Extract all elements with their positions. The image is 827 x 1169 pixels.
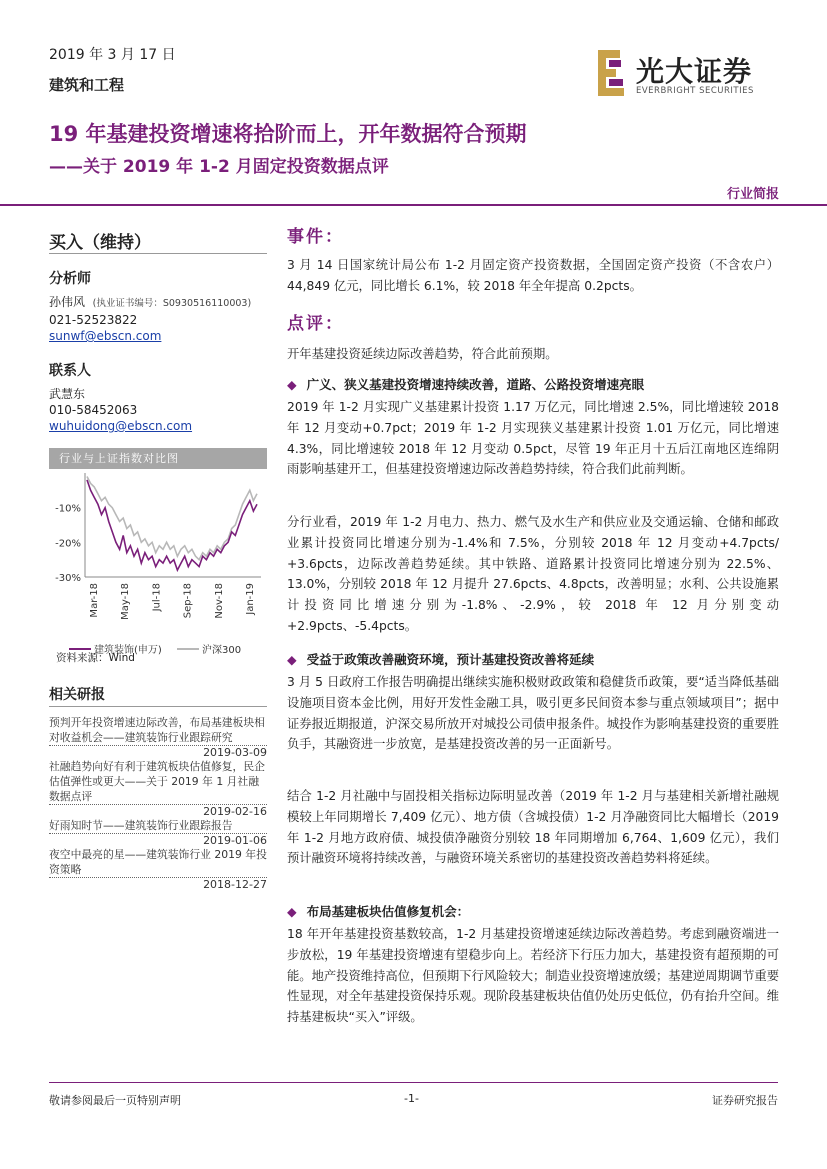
event-text: 3 月 14 日国家统计局公布 1-2 月固定资产投资数据，全国固定资产投资（不含农户）44,849 亿元，同比增长 6.1%，较 2018 年全年提高 0.2pcts。: [287, 258, 779, 293]
list-item[interactable]: [49, 818, 267, 847]
x-tick-label: Mar-18: [89, 583, 100, 618]
series-line: [87, 480, 257, 570]
x-tick-label: Jan-19: [245, 583, 256, 615]
header-divider: [0, 204, 827, 206]
contact-name: 武慧东: [49, 387, 86, 401]
divider: [49, 253, 267, 254]
x-tick-label: May-18: [120, 583, 132, 620]
footer-disclaimer: 敬请参阅最后一页特别声明: [49, 1094, 181, 1107]
comparison-chart: [49, 448, 267, 662]
divider: [49, 706, 267, 707]
comment-intro: 开年基建投资延续边际改善趋势，符合此前预期。: [287, 347, 558, 361]
chart-plot: [49, 469, 267, 665]
event-heading: 事件：: [287, 227, 344, 247]
research-date: 2018-12-27: [203, 878, 267, 891]
legend-label: 沪深300: [202, 645, 242, 656]
series-line: [87, 477, 257, 560]
diamond-icon: ◆: [287, 377, 297, 392]
research-list: [49, 715, 267, 891]
chart-title: 行业与上证指数对比图: [49, 448, 267, 469]
list-item[interactable]: [49, 715, 267, 759]
legend-label: 建筑装饰(申万): [94, 645, 162, 656]
bullet-text: 广义、狭义基建投资增速持续改善，道路、公路投资增速亮眼: [306, 377, 645, 392]
contact-phone: 010-58452063: [49, 403, 138, 417]
paragraph-4: 结合 1-2 月社融中与固投相关指标边际明显改善（2019 年 1-2 月与基建相关新增社融规模较上年同期增长 7,409 亿元）、地方债（含城投债）1-2 月净融资同比大幅增长（2019 年 1-2 月地方政府债、城投债净融资分别较 18 年同期增加 6,764、1,609 亿元），我们预计融资环境将持续改善，与融资环境关系密切的基建投资改善趋势料将延续。: [287, 789, 779, 866]
footer-report-label: 证券研究报告: [712, 1094, 778, 1107]
paragraph-5: 18 年开年基建投资基数较高，1-2 月基建投资增速延续边际改善趋势。考虑到融资端进一步放松，19 年基建投资增速有望稳步向上。若经济下行压力加大，基建投资有超预期的可能。地产投资维持高位，但预期下行风险较大；制造业投资增速放缓；基建逆周期调节重要性显现，对全年基建投资保持乐观。现阶段基建板块估值仍处历史低位，仍有抬升空间。维持基建板块“买入”评级。: [287, 927, 779, 1025]
analyst-cert: (执业证书编号：S0930516110003): [92, 298, 252, 309]
report-date: 2019 年 3 月 17 日: [49, 47, 176, 63]
page-title: 19 年基建投资增速将拾阶而上，开年数据符合预期: [49, 122, 527, 146]
research-date: 2019-02-16: [203, 805, 267, 818]
research-title[interactable]: 预判开年投资增速边际改善，布局基建板块相对收益机会——建筑装饰行业跟踪研究: [49, 715, 267, 746]
logo-text: 光大证券: [636, 55, 753, 88]
research-date: 2019-01-06: [203, 834, 267, 847]
list-item[interactable]: [49, 847, 267, 891]
analyst-heading: 分析师: [49, 271, 91, 287]
chart-source: 资料来源：Wind: [56, 652, 135, 664]
research-title[interactable]: 好雨知时节——建筑装饰行业跟踪报告: [49, 818, 267, 834]
everbright-logo-icon: [598, 50, 628, 96]
diamond-icon: ◆: [287, 652, 297, 667]
bullet-text: 受益于政策改善融资环境，预计基建投资改善将延续: [306, 652, 595, 667]
x-tick-label: Nov-18: [213, 583, 225, 619]
x-tick-label: Sep-18: [182, 583, 194, 619]
analyst-name: 孙伟风: [49, 295, 86, 309]
diamond-icon: ◆: [287, 904, 297, 919]
analyst-info: [49, 294, 267, 344]
research-heading: 相关研报: [49, 687, 105, 703]
y-tick-label: -30%: [55, 573, 81, 584]
page-number: -1-: [404, 1092, 419, 1105]
paragraph-2: 分行业看，2019 年 1-2 月电力、热力、燃气及水生产和供应业及交通运输、仓储和邮政业累计投资同比增速分别为-1.4%和 7.5%，分别较 2018 年 12 月变动+4.7pcts/ +3.6pcts，边际改善趋势延续。其中铁路、道路累计投资同比增速分别为 22.5%、13.0%，分别较 2018 年 12 月提升 27.6pcts、4.8pcts，改善明显；水利、公共设施累计投资同比增速分别为-1.8%、-2.9%，较 2018 年 12 月分别变动+2.9pcts、-5.4pcts。: [287, 515, 779, 633]
analyst-email-link[interactable]: sunwf@ebscn.com: [49, 329, 162, 343]
research-date: 2019-03-09: [203, 746, 267, 759]
page-subtitle: ——关于 2019 年 1-2 月固定投资数据点评: [49, 157, 389, 177]
comment-heading: 点评：: [287, 314, 344, 334]
paragraph-1: 2019 年 1-2 月实现广义基建累计投资 1.17 万亿元，同比增速 2.5%，同比增速较 2018 年 12 月变动+0.7pct；2019 年 1-2 月实现狭义基建累计投资 1.01 万亿元，同比增速 4.3%，同比增速较 2018 年 12 月变动 0.5pct，尽管 19 年正月十五后江南地区连绵阴雨影响基建开工，但基建投资增速边际改善趋势持续，符合我们此前判断。: [287, 400, 779, 477]
logo-text-en: EVERBRIGHT SECURITIES: [636, 86, 754, 96]
bullet-heading-3: [287, 902, 779, 920]
contact-info: [49, 386, 267, 434]
x-tick-label: Jul-18: [151, 583, 163, 612]
bullet-heading-1: [287, 375, 779, 393]
analyst-phone: 021-52523822: [49, 313, 138, 327]
list-item[interactable]: [49, 759, 267, 818]
y-tick-label: -10%: [55, 503, 81, 515]
bullet-text: 布局基建板块估值修复机会：: [306, 904, 470, 919]
research-title[interactable]: 社融趋势向好有利于建筑板块估值修复，民企估值弹性或更大——关于 2019 年 1 月社融数据点评: [49, 759, 267, 805]
y-tick-label: -20%: [55, 538, 81, 550]
report-type: 行业简报: [726, 187, 779, 202]
paragraph-3: 3 月 5 日政府工作报告明确提出继续实施积极财政政策和稳健货币政策，要“适当降低基础设施项目资本金比例，用好开发性金融工具，吸引更多民间资本参与重点领域项目”；据中证券报近期报道，沪深交易所放开对城投公司债申报条件。城投作为影响基建投资的重要胜负手，其融资进一步放宽，是基建投资改善的另一正面新号。: [287, 675, 779, 752]
contact-email-link[interactable]: wuhuidong@ebscn.com: [49, 419, 193, 433]
sector-name: 建筑和工程: [49, 76, 125, 94]
footer-divider: [49, 1082, 778, 1083]
bullet-heading-2: [287, 650, 779, 668]
research-title[interactable]: 夜空中最亮的星——建筑装饰行业 2019 年投资策略: [49, 848, 267, 876]
contact-heading: 联系人: [49, 363, 91, 379]
rating: 买入（维持）: [49, 233, 151, 253]
